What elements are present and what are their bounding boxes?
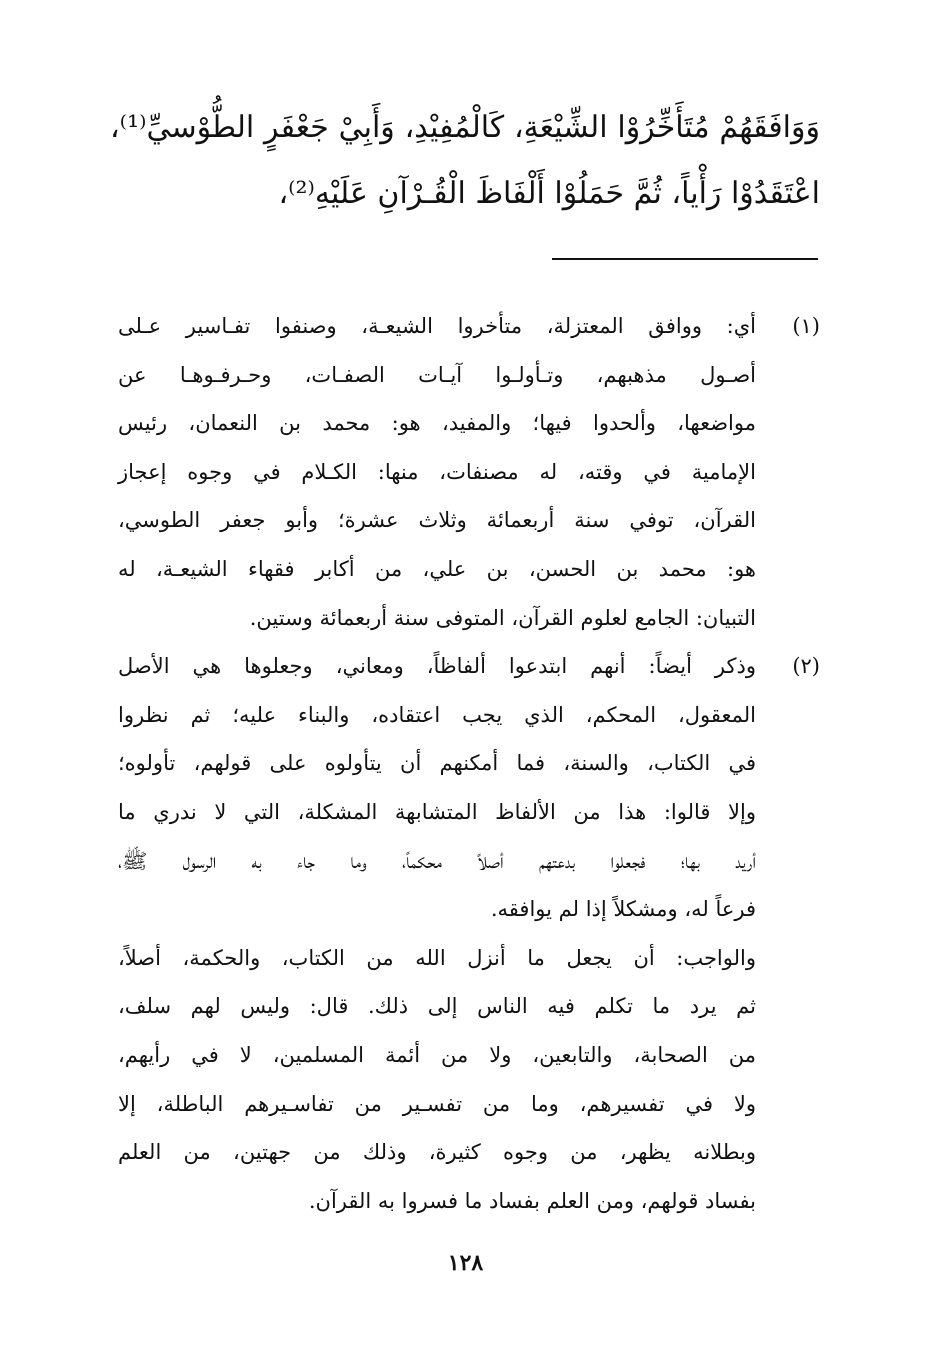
footnote-line: المعقول، المحكم، الذي يجب اعتقاده، والبناء عليه؛ ثم نظروا [118, 702, 756, 727]
footnote-line: بفساد قولهم، ومن العلم بفساد ما فسروا به القرآن. [308, 1188, 756, 1213]
footnote-number: (٢) [792, 654, 820, 679]
footnote-number: (١) [792, 314, 820, 338]
footnotes-section [118, 302, 820, 1225]
footnote-line: مواضعها، وألحدوا فيها؛ والمفيد، هو: محمد بن النعمان، رئيس [118, 411, 756, 436]
footnote-continuation [118, 934, 756, 1226]
footnote-line: وبطلانه يظهر، من وجوه كثيرة، وذلك من جهتين، من العلم [118, 1140, 756, 1165]
footnote-line: من الصحابة، والتابعين، ولا من أئمة المسلمين، لا في رأيهم، [118, 1042, 756, 1067]
footnote-line: في الكتاب، والسنة، فما أمكنهم أن يتأولوه على قولهم، تأولوه؛ [118, 751, 756, 776]
main-text-line: وَوَافَقَهُمْ مُتَأَخِّرُوْا الشِّيْعَةِ، كَالْمُفِيْدِ، وَأَبِيْ جَعْفَرٍ الطُّوْسيِّ⁽¹⁾، [110, 110, 820, 145]
footnote-line: القرآن، توفي سنة أربعمائة وثلاث عشرة؛ وأبو جعفر الطوسي، [118, 508, 756, 533]
main-text-line: اعْتَقَدُوْا رَأْياً، ثُمَّ حَمَلُوْا أَلْفَاظَ الْقُـرْآنِ عَلَيْهِ⁽²⁾، [278, 176, 820, 211]
footnote-line: وذكر أيضاً: أنهم ابتدعوا ألفاظاً، ومعاني، وجعلوها هي الأصل [118, 654, 756, 679]
footnote-line: ولا في تفسيرهم، وما من تفسـير من تفاسـيرهم الباطلة، إلا [118, 1091, 756, 1116]
footnote-body [118, 302, 756, 642]
footnote-line: وإلا قالوا: هذا من الألفاظ المتشابهة المشكلة، التي لا ندري ما [118, 799, 756, 824]
page-number: ١٢٨ [447, 1250, 484, 1276]
footnote-separator [552, 258, 818, 260]
footnote-line: الإمامية في وقته، له مصنفات، منها: الكـلام في وجوه إعجاز [118, 459, 756, 484]
footnote-line: التبيان: الجامع لعلوم القرآن، المتوفى سنة أربعمائة وستين. [249, 605, 756, 630]
footnote-1 [118, 302, 820, 642]
footnote-line: أصـول مذهبهم، وتـأولـوا آيـات الصفـات، وحـرفـوهـا عن [118, 362, 756, 387]
footnote-line: فرعاً له، ومشكلاً إذا لم يوافقه. [490, 897, 756, 922]
footnote-body [118, 642, 756, 934]
main-verse-text [110, 95, 820, 227]
footnote-line: هو: محمد بن الحسن، بن علي، من أكابر فقهاء الشيعـة، له [118, 556, 756, 581]
footnote-2 [118, 642, 820, 934]
footnote-line: أريد بها؛ فجعلوا بدعتهم أصلاً محكماً، وما جاء به الرسول ﷺ، [118, 848, 756, 873]
footnote-line: ثم يرد ما تكلم فيه الناس إلى ذلك. قال: وليس لهم سلف، [118, 994, 756, 1019]
footnote-line: أي: ووافق المعتزلة، متأخروا الشيعـة، وصنفوا تفـاسير عـلى [118, 314, 756, 338]
footnote-line: والواجب: أن يجعل ما أنزل الله من الكتاب، والحكمة، أصلاً، [118, 945, 756, 970]
